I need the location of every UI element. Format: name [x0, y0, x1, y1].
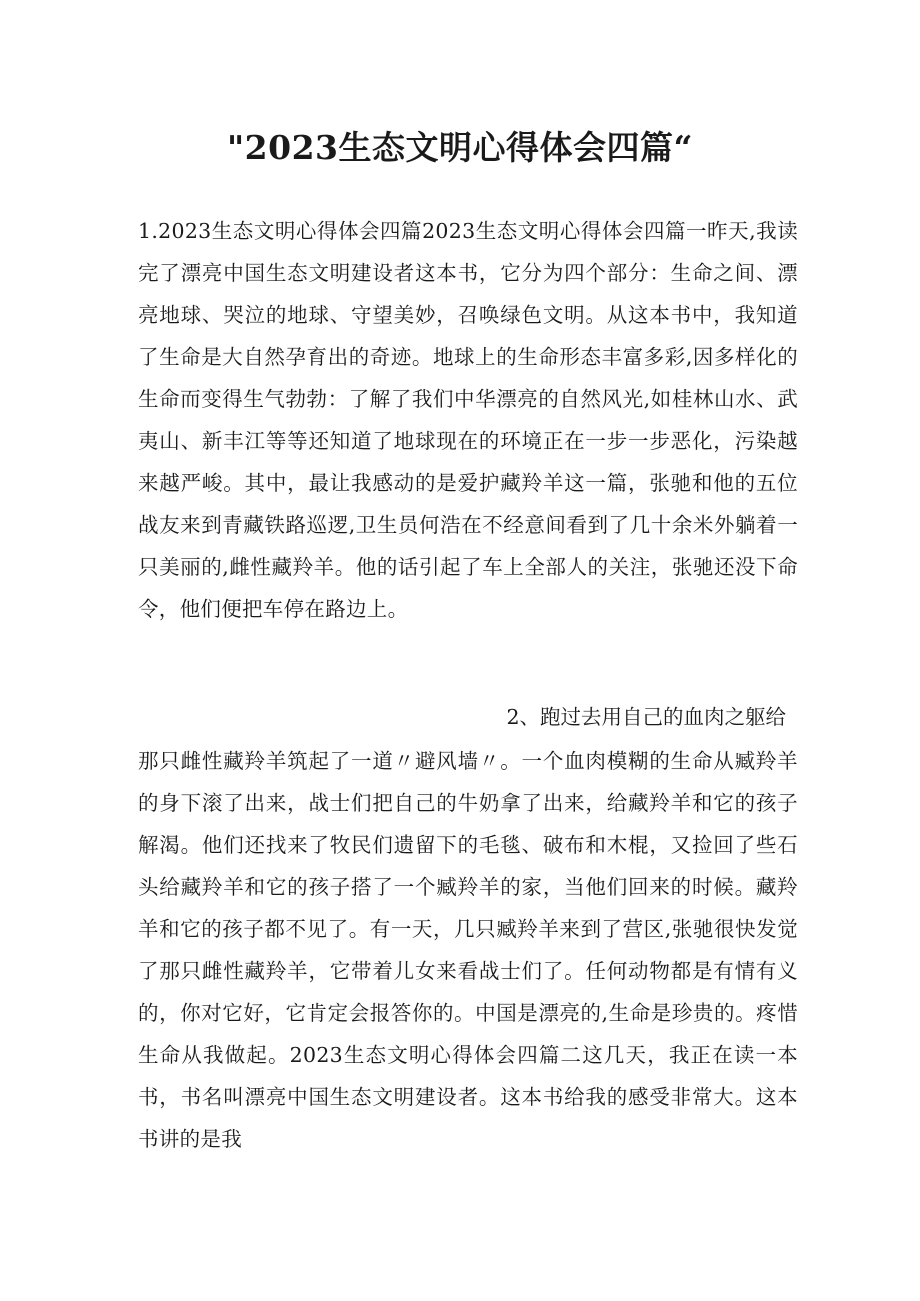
- document-title: "2023生态文明心得体会四篇“: [226, 128, 694, 167]
- paragraph-2: 那只雌性藏羚羊筑起了一道〃避风墙〃。一个血肉模糊的生命从臧羚羊的身下滚了出来，战士们把自己的牛奶拿了出来，给藏羚羊和它的孩子解渴。他们还找来了牧民们遗留下的毛毯、破布和木棍，又捡回了些石头给藏羚羊和它的孩子搭了一个臧羚羊的家，当他们回来的时候。藏羚羊和它的孩子都不见了。有一天，几只臧羚羊来到了营区,张驰很快发觉了那只雌性藏羚羊，它带着儿女来看战士们了。任何动物都是有情有义的，你对它好，它肯定会报答你的。中国是漂亮的,生命是珍贵的。疼惜生命从我做起。2023生态文明心得体会四篇二这几天，我正在读一本书，书名叫漂亮中国生态文明建设者。这本书给我的感受非常大。这本书讲的是我: [138, 749, 798, 1151]
- paragraph-2-heading: 2、跑过去用自己的血肉之躯给: [506, 705, 786, 729]
- paragraph-1: 1.2023生态文明心得体会四篇2023生态文明心得体会四篇一昨天,我读完了漂亮中国生态文明建设者这本书，它分为四个部分：生命之间、漂亮地球、哭泣的地球、守望美妙，召唤绿色文明。从这本书中，我知道了生命是大自然孕育出的奇迹。地球上的生命形态丰富多彩,因多样化的生命而变得生气勃勃：了解了我们中华漂亮的自然风光,如桂林山水、武夷山、新丰江等等还知道了地球现在的环境正在一步一步恶化，污染越来越严峻。其中，最让我感动的是爱护藏羚羊这一篇，张驰和他的五位战友来到青藏铁路巡逻,卫生员何浩在不经意间看到了几十余米外躺着一只美丽的,雌性藏羚羊。他的话引起了车上全部人的关注，张驰还没下命令，他们便把车停在路边上。: [138, 219, 798, 621]
